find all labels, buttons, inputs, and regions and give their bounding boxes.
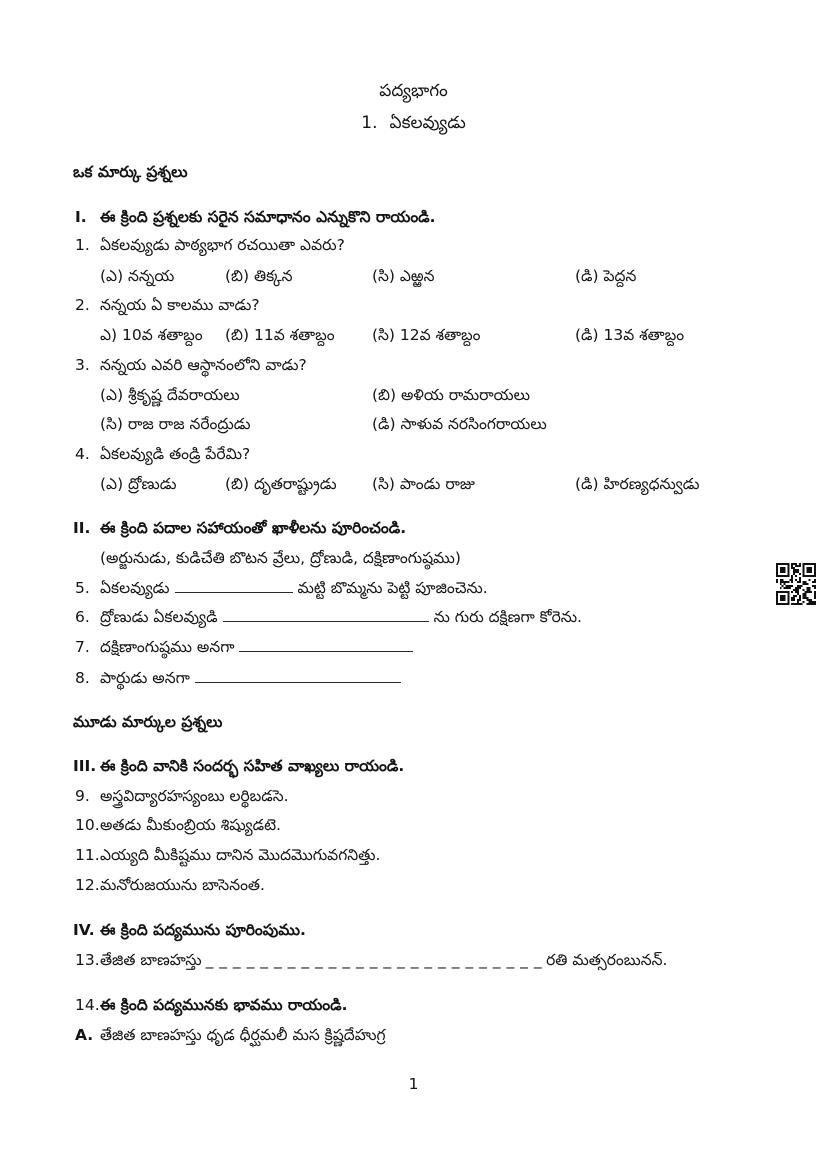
part-i-heading — [0, 206, 827, 228]
qr-module — [814, 585, 816, 587]
question-number: 9. — [75, 787, 90, 805]
question-number: 12. — [75, 876, 100, 894]
qr-module — [806, 589, 808, 591]
text-after-blank: రతి మత్సరంబునన్. — [546, 951, 668, 969]
qr-module — [808, 579, 810, 581]
question-number: 3. — [75, 356, 90, 374]
qr-module — [808, 601, 810, 603]
question-number: 10. — [75, 816, 100, 834]
answer-blank — [175, 577, 293, 593]
part-iii-heading — [0, 755, 827, 777]
qr-module — [812, 603, 814, 605]
qr-module — [795, 579, 797, 581]
qr-module — [814, 597, 816, 599]
qr-module — [780, 587, 782, 589]
qr-module — [793, 563, 795, 565]
part-numeral: II. — [73, 519, 91, 537]
qr-module — [791, 579, 793, 581]
qr-module — [803, 601, 805, 603]
qr-module — [799, 565, 801, 567]
qr-module — [793, 603, 795, 605]
qr-module — [797, 593, 799, 595]
part-instruction: ఈ క్రింది ప్రశ్నలకు సరైన సమాధానం ఎన్నుకొని రాయండి. — [100, 208, 436, 226]
qr-module — [791, 591, 793, 593]
text-before-blank: తేజిత బాణహస్తు — [100, 951, 202, 969]
qr-module — [803, 595, 805, 597]
qr-module — [806, 587, 808, 589]
qr-module — [795, 575, 797, 577]
qr-module — [803, 589, 805, 591]
qr-module — [789, 579, 791, 581]
qr-module — [780, 567, 786, 573]
qr-module — [805, 595, 807, 597]
qr-module — [782, 579, 784, 581]
question-2 — [0, 294, 827, 316]
qr-module — [805, 593, 807, 595]
qr-module — [814, 595, 816, 597]
qr-module — [780, 583, 782, 585]
section-title-three-mark — [0, 711, 827, 733]
qr-module — [799, 581, 801, 583]
qr-module — [806, 567, 812, 573]
qr-module — [805, 583, 807, 585]
qr-module — [780, 581, 782, 583]
qr-module — [791, 567, 793, 569]
option-a: (ఎ) ద్రోణుడు — [100, 475, 177, 493]
qr-module — [793, 573, 795, 575]
question-number: 14. — [75, 996, 100, 1014]
qr-module — [810, 603, 812, 605]
dashed-blank: _ _ _ _ _ _ _ _ _ _ _ _ _ _ _ _ _ _ _ _ _ _ _ _ _ — [205, 951, 543, 969]
part-ii-heading — [0, 517, 827, 539]
question-1 — [0, 234, 827, 256]
question-text — [100, 606, 582, 628]
qr-module — [808, 591, 810, 593]
qr-module — [784, 581, 786, 583]
qr-module — [791, 581, 793, 583]
qr-module — [784, 583, 786, 585]
qr-module — [814, 601, 816, 603]
qr-module — [799, 579, 801, 581]
qr-module — [808, 589, 810, 591]
qr-module — [812, 601, 814, 603]
part-title: పద్యభాగం — [379, 81, 448, 101]
question-3 — [0, 354, 827, 376]
question-4-options — [0, 473, 827, 495]
qr-module — [799, 603, 801, 605]
question-text — [100, 636, 418, 658]
option-c: (సి) పాండు రాజు — [372, 475, 475, 493]
qr-module — [814, 603, 816, 605]
question-12 — [0, 874, 827, 896]
option-b: (బి) తిక్కన — [225, 267, 293, 285]
qr-module — [808, 603, 810, 605]
lesson-title — [0, 112, 827, 134]
answer-blank — [223, 606, 429, 622]
lesson-name: ఏకలవ్యుడు — [389, 113, 466, 133]
question-text: ఏకలవ్యుడి తండ్రి పేరేమి? — [100, 445, 251, 463]
question-number: 6. — [75, 608, 90, 626]
qr-module — [803, 593, 805, 595]
qr-module — [786, 587, 788, 589]
question-text: నన్నయ ఏ కాలము వాడు? — [100, 296, 260, 314]
qr-module — [780, 579, 782, 581]
qr-module — [791, 565, 793, 567]
question-number: 2. — [75, 296, 90, 314]
qr-module — [780, 595, 786, 601]
question-5 — [0, 577, 827, 599]
question-7 — [0, 636, 827, 658]
qr-module — [803, 581, 805, 583]
qr-module — [787, 581, 789, 583]
qr-module — [801, 585, 803, 587]
qr-module — [795, 569, 797, 571]
qr-module — [793, 595, 795, 597]
question-text: మనోరుజయును బాసెనంత. — [100, 876, 265, 894]
qr-module — [803, 597, 805, 599]
qr-module — [797, 591, 799, 593]
word-bank-text: (అర్జునుడు, కుడిచేతి బొటన వ్రేలు, ద్రోణుడి, దక్షిణాంగుష్ఠము) — [100, 549, 461, 567]
option-c: (సి) ఎఱ్ఱన — [372, 267, 435, 285]
qr-module — [789, 587, 791, 589]
qr-module — [814, 581, 816, 583]
qr-module — [799, 597, 801, 599]
qr-module — [806, 583, 808, 585]
question-text: ఎయ్యది మీకిష్టము దానిన మొదమొగువగనిత్తు. — [100, 846, 381, 864]
qr-module — [793, 567, 795, 569]
option-b: (బి) 11వ శతాబ్దం — [225, 326, 335, 344]
question-instruction: ఈ క్రింది పద్యమునకు భావము రాయండి. — [100, 996, 348, 1014]
section-title-text: ఒక మార్కు ప్రశ్నలు — [73, 163, 188, 181]
qr-module — [805, 581, 807, 583]
question-number: 4. — [75, 445, 90, 463]
qr-module — [776, 579, 778, 581]
qr-module — [801, 603, 803, 605]
text-after-blank: మట్టి బొమ్మను పెట్టి పూజించెను. — [297, 579, 488, 597]
qr-module — [795, 587, 797, 589]
qr-module — [791, 599, 793, 601]
option-a: (ఎ) శ్రీకృష్ణ దేవరాయలు — [100, 386, 240, 404]
qr-module — [793, 597, 795, 599]
qr-module — [795, 591, 797, 593]
qr-module — [799, 595, 801, 597]
qr-module — [791, 603, 793, 605]
qr-module — [797, 589, 799, 591]
part-numeral: IV. — [73, 921, 95, 939]
qr-module — [786, 585, 788, 587]
option-d: (డి) పెద్దన — [575, 267, 637, 285]
poem-label: A. — [75, 1026, 94, 1044]
qr-module — [799, 573, 801, 575]
question-10 — [0, 814, 827, 836]
qr-module — [789, 585, 791, 587]
option-d: (డి) 13వ శతాబ్దం — [575, 326, 685, 344]
word-bank — [0, 547, 827, 569]
question-8 — [0, 667, 827, 689]
question-number: 13. — [75, 951, 100, 969]
question-text: ఏకలవ్యుడు పాఠ్యభాగ రచయితా ఎవరు? — [100, 236, 345, 254]
qr-module — [797, 603, 799, 605]
qr-module — [806, 591, 808, 593]
answer-blank — [195, 667, 401, 683]
option-a: (ఎ) నన్నయ — [100, 267, 175, 285]
qr-module — [782, 585, 784, 587]
question-text: అస్త్రవిద్యారహస్యంబు లర్థిబడసె. — [100, 787, 289, 805]
section-title-one-mark — [0, 161, 827, 183]
text-before-blank: ద్రోణుడు ఏకలవ్యుడి — [100, 608, 218, 626]
option-c: (సి) రాజ రాజ నరేంద్రుడు — [100, 415, 251, 433]
question-text — [100, 949, 667, 971]
qr-module — [806, 597, 808, 599]
qr-module — [795, 603, 797, 605]
qr-module — [791, 577, 793, 579]
text-before-blank: ఏకలవ్యుడు — [100, 579, 170, 597]
lesson-number: 1. — [361, 113, 378, 133]
qr-module — [814, 587, 816, 589]
question-2-options — [0, 324, 827, 346]
question-13 — [0, 949, 827, 971]
qr-module — [799, 599, 801, 601]
qr-module — [806, 599, 808, 601]
qr-module — [782, 581, 784, 583]
qr-module — [814, 593, 816, 595]
part-iv-heading — [0, 919, 827, 941]
option-b: (బి) అళియ రామరాయలు — [372, 386, 530, 404]
qr-module — [787, 585, 789, 587]
qr-module — [806, 603, 808, 605]
question-11 — [0, 844, 827, 866]
qr-module — [786, 581, 788, 583]
qr-module — [814, 579, 816, 581]
qr-module — [799, 587, 801, 589]
qr-module — [812, 585, 814, 587]
question-3-options-row-2 — [0, 413, 827, 435]
qr-module — [805, 597, 807, 599]
question-text: నన్నయ ఎవరి ఆస్థానంలోని వాడు? — [100, 356, 307, 374]
qr-module — [799, 577, 801, 579]
option-d: (డి) సాళువ నరసింగరాయలు — [372, 415, 547, 433]
qr-module — [810, 599, 812, 601]
option-b: (బి) దృతరాష్ట్రుడు — [225, 475, 337, 493]
question-1-options — [0, 265, 827, 287]
qr-module — [799, 563, 801, 565]
question-number: 8. — [75, 669, 90, 687]
qr-module — [797, 587, 799, 589]
question-14-poem — [0, 1024, 827, 1046]
poem-text: తేజిత బాణహస్తు ధృడ ధీర్ఘమలీ మస క్రిష్ణదేహుగ్ర — [100, 1026, 386, 1044]
qr-module — [776, 581, 778, 583]
part-instruction: ఈ క్రింది వానికి సందర్భ సహిత వాఖ్యలు రాయండి. — [100, 757, 405, 775]
qr-module — [795, 589, 797, 591]
part-numeral: I. — [75, 208, 87, 226]
qr-module — [795, 595, 797, 597]
qr-module — [784, 587, 786, 589]
qr-module — [805, 591, 807, 593]
question-number: 1. — [75, 236, 90, 254]
question-6 — [0, 606, 827, 628]
qr-module — [797, 571, 799, 573]
qr-module — [791, 563, 793, 565]
question-number: 7. — [75, 638, 90, 656]
qr-module — [793, 571, 795, 573]
qr-module — [791, 585, 793, 587]
qr-module — [797, 581, 799, 583]
qr-code — [776, 563, 816, 605]
question-3-options-row-1 — [0, 384, 827, 406]
option-a: ఎ) 10వ శతాబ్దం — [100, 326, 203, 344]
question-text — [100, 667, 406, 689]
qr-module — [793, 589, 795, 591]
qr-module — [791, 575, 793, 577]
qr-module — [797, 565, 799, 567]
qr-module — [799, 585, 801, 587]
question-number: 11. — [75, 846, 100, 864]
section-title-text: మూడు మార్కుల ప్రశ్నలు — [73, 713, 223, 731]
qr-module — [793, 569, 795, 571]
qr-module — [797, 601, 799, 603]
qr-module — [795, 563, 797, 565]
option-c: (సి) 12వ శతాబ్దం — [372, 326, 481, 344]
qr-module — [808, 587, 810, 589]
question-4 — [0, 443, 827, 465]
option-d: (డి) హిరణ్యధన్వుడు — [575, 475, 700, 493]
question-text — [100, 577, 488, 599]
qr-module — [795, 565, 797, 567]
qr-module — [810, 591, 812, 593]
question-text: అతడు మీకుంబ్రియ శిష్యుడటె. — [100, 816, 281, 834]
part-instruction: ఈ క్రింది పదాల సహాయంతో ఖాళీలను పూరించండి. — [100, 519, 407, 537]
text-before-blank: పార్థుడు అనగా — [100, 669, 190, 687]
question-number: 5. — [75, 579, 90, 597]
qr-module — [791, 597, 793, 599]
qr-module — [808, 599, 810, 601]
qr-module — [797, 569, 799, 571]
qr-module — [793, 599, 795, 601]
qr-module — [797, 599, 799, 601]
qr-module — [803, 583, 805, 585]
text-after-blank: ను గురు దక్షిణగా కోరెను. — [433, 608, 582, 626]
page-number: 1 — [408, 1075, 419, 1093]
question-9 — [0, 785, 827, 807]
text-before-blank: దక్షిణాంగుష్ఠము అనగా — [100, 638, 235, 656]
qr-module — [795, 571, 797, 573]
qr-module — [810, 601, 812, 603]
part-numeral: III. — [73, 757, 97, 775]
part-instruction: ఈ క్రింది పద్యమును పూరింపుము. — [100, 921, 306, 939]
qr-module — [814, 591, 816, 593]
qr-module — [812, 581, 814, 583]
qr-module — [787, 587, 789, 589]
answer-blank — [239, 636, 413, 652]
qr-module — [797, 585, 799, 587]
question-14-heading — [0, 994, 827, 1016]
